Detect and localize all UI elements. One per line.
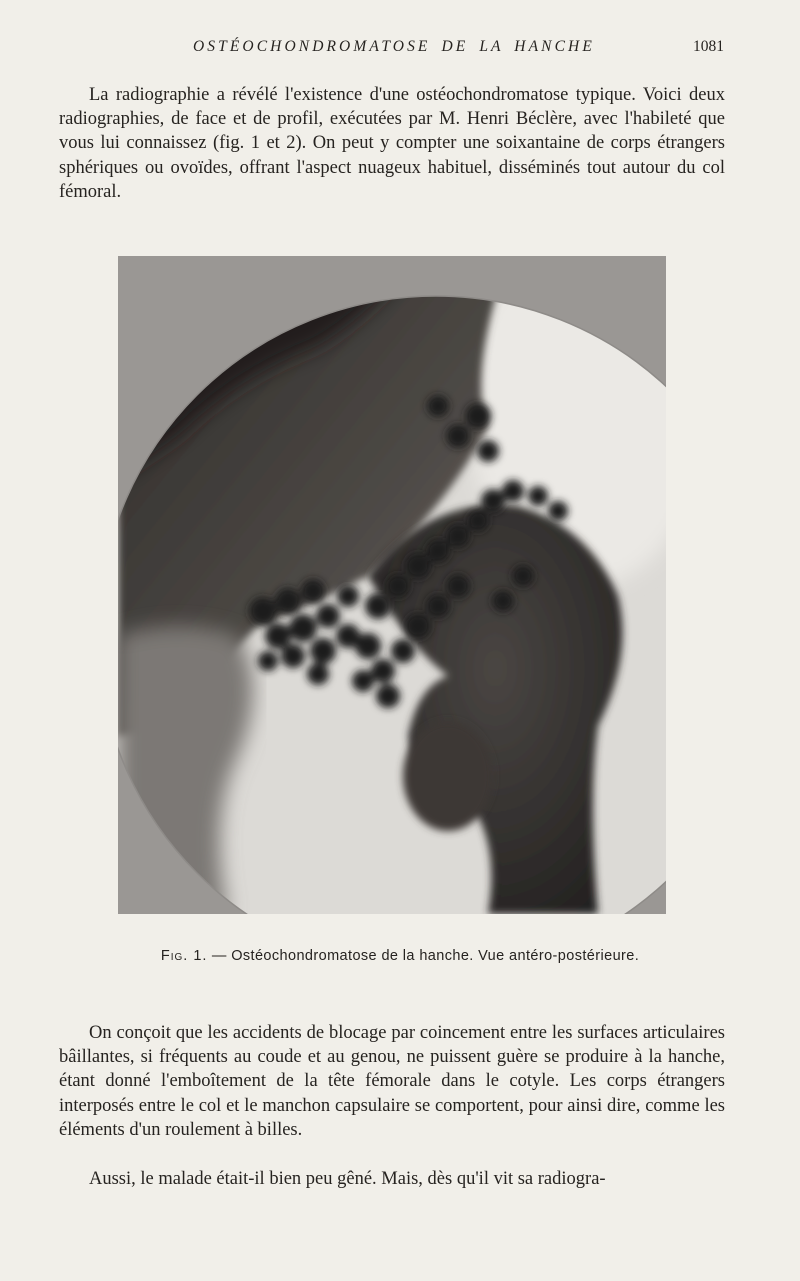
paragraph-intro: La radiographie a révélé l'existence d'une ostéochondromatose typique. Voici deux radiographies, de face et de profil, exécutées par M. Henri Béclère, avec l'habileté que vous lui connaissez (fig. 1 et 2). On peut y compter une soixantaine de corps étrangers sphériques ou ovoïdes, offrant l'aspect nuageux habituel, disséminés tout autour du col fémoral.	[59, 85, 725, 202]
figure-label: Fig. 1.	[160, 948, 208, 964]
xray-figure	[118, 256, 666, 914]
page-number: 1081	[693, 38, 724, 55]
hip-radiograph-image	[118, 256, 666, 914]
paragraph-blocking: On conçoit que les accidents de blocage par coincement entre les surfaces articulaires bâillantes, si fréquents au coude et au genou, ne puissent guère se produire à la hanche, étant donné l'emboîtement de la tête fémorale dans le cotyle. Les corps étrangers interposés entre le col et le manchon capsulaire se comportent, pour ainsi dire, comme les éléments d'un roulement à billes.	[59, 1023, 725, 1140]
figure-caption-text: — Ostéochondromatose de la hanche. Vue antéro-postérieure.	[211, 948, 640, 964]
figure-caption	[0, 948, 800, 964]
paragraph-patient: Aussi, le malade était-il bien peu gêné. Mais, dès qu'il vit sa radiogra-	[89, 1169, 606, 1189]
running-header	[0, 38, 800, 60]
running-title: OSTÉOCHONDROMATOSE DE LA HANCHE	[193, 38, 595, 55]
